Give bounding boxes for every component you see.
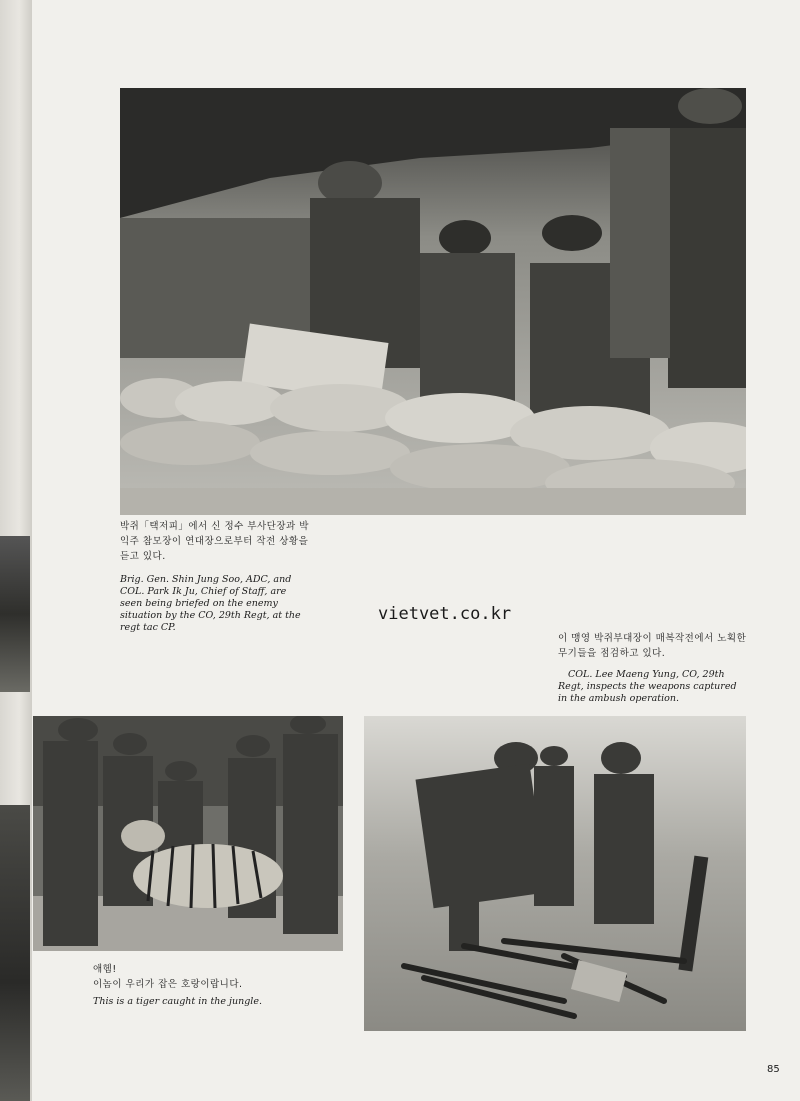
tiger-photo xyxy=(33,716,343,951)
adjacent-page-photo xyxy=(0,805,30,1101)
briefing-caption-korean: 박쥐「택저피」에서 신 정수 부사단장과 박 익주 참모장이 연대장으로부터 작전 상황을 듣고 있다. xyxy=(120,521,309,562)
weapons-caption-korean: 이 맹영 박쥐부대장이 매복작전에서 노획한 무기들을 점검하고 있다. xyxy=(558,633,747,659)
briefing-photo xyxy=(120,88,746,515)
weapons-photo xyxy=(364,716,746,1031)
adjacent-page-photo xyxy=(0,536,30,692)
tiger-caption-english: This is a tiger caught in the jungle. xyxy=(93,996,262,1007)
briefing-photo-image xyxy=(120,88,746,515)
book-spine xyxy=(0,0,32,1101)
watermark: vietvet.co.kr xyxy=(378,604,512,624)
weapons-photo-image xyxy=(364,716,746,1031)
page-number: 85 xyxy=(767,1064,780,1075)
tiger-caption-korean-line1: 애헴! xyxy=(93,964,117,975)
briefing-caption-english: Brig. Gen. Shin Jung Soo, ADC, and COL. Park Ik Ju, Chief of Staff, are seen being briefed on the enemy situation by the CO, 29th Regt, at the regt tac CP. xyxy=(120,574,301,633)
tiger-photo-image xyxy=(33,716,343,951)
tiger-caption-korean-line2: 이놈이 우리가 잡은 호랑이랍니다. xyxy=(93,979,243,990)
weapons-caption xyxy=(558,631,748,705)
weapons-caption-english: COL. Lee Maeng Yung, CO, 29th Regt, inspects the weapons captured in the ambush operation. xyxy=(558,669,737,704)
briefing-caption xyxy=(120,519,310,634)
tiger-caption xyxy=(93,962,333,1008)
